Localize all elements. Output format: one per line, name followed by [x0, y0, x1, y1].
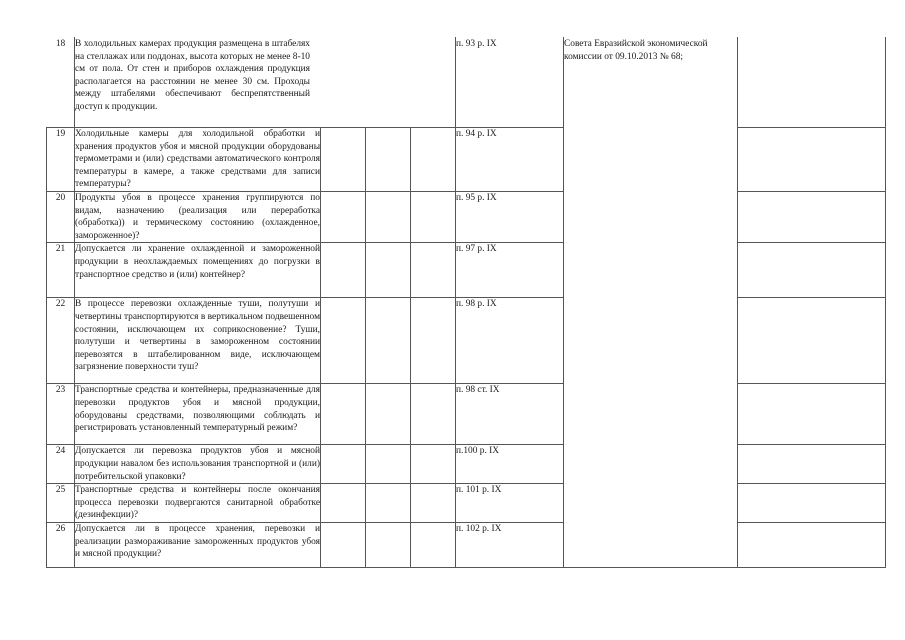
requirement-text: Допускается ли в процессе хранения, перевозки и реализации размораживание замороженных продуктов убоя и мясной продукции? — [75, 522, 321, 567]
norm-reference: п. 93 р. IX — [456, 38, 564, 128]
requirement-text: Транспортные средства и контейнеры, предназначенные для перевозки продуктов убоя и мясной продукции, оборудованы средствами, позволяющими соблюдать и регистрировать установленный температурный режим? — [75, 384, 321, 445]
requirement-text: Транспортные средства и контейнеры после окончания процесса перевозки подвергаются санитарной обработке (дезинфекции)? — [75, 484, 321, 523]
notes-cell — [738, 522, 886, 567]
no-cell[interactable] — [366, 298, 411, 384]
no-cell[interactable] — [366, 384, 411, 445]
yes-cell[interactable] — [321, 484, 366, 523]
notes-cell — [738, 298, 886, 384]
table-row — [47, 484, 886, 523]
not-applicable-cell[interactable] — [411, 445, 456, 484]
norm-reference: п. 102 р. IX — [456, 522, 564, 567]
norm-reference: п. 94 р. IX — [456, 128, 564, 192]
notes-cell — [738, 38, 886, 128]
requirement-text: В холодильных камерах продукция размещена в штабелях на стеллажах или поддонах, высота которых не менее 8-10 см от пола. От стен и приборов охлаждения продукция располагается на расстоянии не менее 30 см. Проходы между штабелями обеспечивают беспрепятственный доступ к продукции. — [75, 38, 456, 128]
requirement-text: В процессе перевозки охлажденные туши, полутуши и четвертины транспортируются в вертикальном подвешенном состоянии, исключающем их соприкосновение? Туши, полутуши и четвертины в замороженном состоянии перевозятся в штабелированном виде, исключающем загрязнение поверхности туш? — [75, 298, 321, 384]
table-row — [47, 243, 886, 298]
table-row — [47, 445, 886, 484]
row-number: 18 — [47, 38, 75, 128]
not-applicable-cell[interactable] — [411, 191, 456, 242]
requirement-text: Допускается ли перевозка продуктов убоя и мясной продукции навалом без использования транспортной и (или) потребительской упаковки? — [75, 445, 321, 484]
yes-cell[interactable] — [321, 128, 366, 192]
no-cell[interactable] — [366, 484, 411, 523]
not-applicable-cell[interactable] — [411, 128, 456, 192]
table-row — [47, 128, 886, 192]
row-number: 20 — [47, 191, 75, 242]
requirement-text: Допускается ли хранение охлажденной и замороженной продукции в неохлаждаемых помещениях до погрузки в транспортное средство и (или) контейнер? — [75, 243, 321, 298]
no-cell[interactable] — [366, 243, 411, 298]
table-row — [47, 522, 886, 567]
row-number: 21 — [47, 243, 75, 298]
row-number: 22 — [47, 298, 75, 384]
not-applicable-cell[interactable] — [411, 484, 456, 523]
table-row — [47, 191, 886, 242]
norm-reference: п. 98 ст. IX — [456, 384, 564, 445]
notes-cell — [738, 445, 886, 484]
checklist-table — [46, 37, 886, 568]
yes-cell[interactable] — [321, 522, 366, 567]
notes-cell — [738, 191, 886, 242]
notes-cell — [738, 484, 886, 523]
no-cell[interactable] — [366, 522, 411, 567]
row-number: 23 — [47, 384, 75, 445]
notes-cell — [738, 128, 886, 192]
norm-reference: п. 98 р. IX — [456, 298, 564, 384]
norm-reference: п. 97 р. IX — [456, 243, 564, 298]
notes-cell — [738, 243, 886, 298]
yes-cell[interactable] — [321, 191, 366, 242]
notes-cell — [738, 384, 886, 445]
norm-reference: п. 101 р. IX — [456, 484, 564, 523]
requirement-text: Холодильные камеры для холодильной обработки и хранения продуктов убоя и мясной продукции оборудованы термометрами и (или) средствами автоматического контроля температуры в камере, а также средствами для записи температуры? — [75, 128, 321, 192]
table-row — [47, 384, 886, 445]
not-applicable-cell[interactable] — [411, 384, 456, 445]
not-applicable-cell[interactable] — [411, 243, 456, 298]
norm-reference: п.100 р. IX — [456, 445, 564, 484]
yes-cell[interactable] — [321, 384, 366, 445]
no-cell[interactable] — [366, 191, 411, 242]
row-number: 25 — [47, 484, 75, 523]
row-number: 19 — [47, 128, 75, 192]
no-cell[interactable] — [366, 128, 411, 192]
yes-cell[interactable] — [321, 243, 366, 298]
yes-cell[interactable] — [321, 298, 366, 384]
not-applicable-cell[interactable] — [411, 298, 456, 384]
not-applicable-cell[interactable] — [411, 522, 456, 567]
table-row — [47, 298, 886, 384]
yes-cell[interactable] — [321, 445, 366, 484]
row-number: 24 — [47, 445, 75, 484]
regulation-act-cell: Совета Евразийской экономической комиссии от 09.10.2013 № 68; — [564, 38, 738, 568]
table-row — [47, 38, 886, 128]
row-number: 26 — [47, 522, 75, 567]
no-cell[interactable] — [366, 445, 411, 484]
requirement-text: Продукты убоя в процессе хранения группируются по видам, назначению (реализация или переработка (обработка)) и термическому состоянию (охлажденное, замороженное)? — [75, 191, 321, 242]
norm-reference: п. 95 р. IX — [456, 191, 564, 242]
